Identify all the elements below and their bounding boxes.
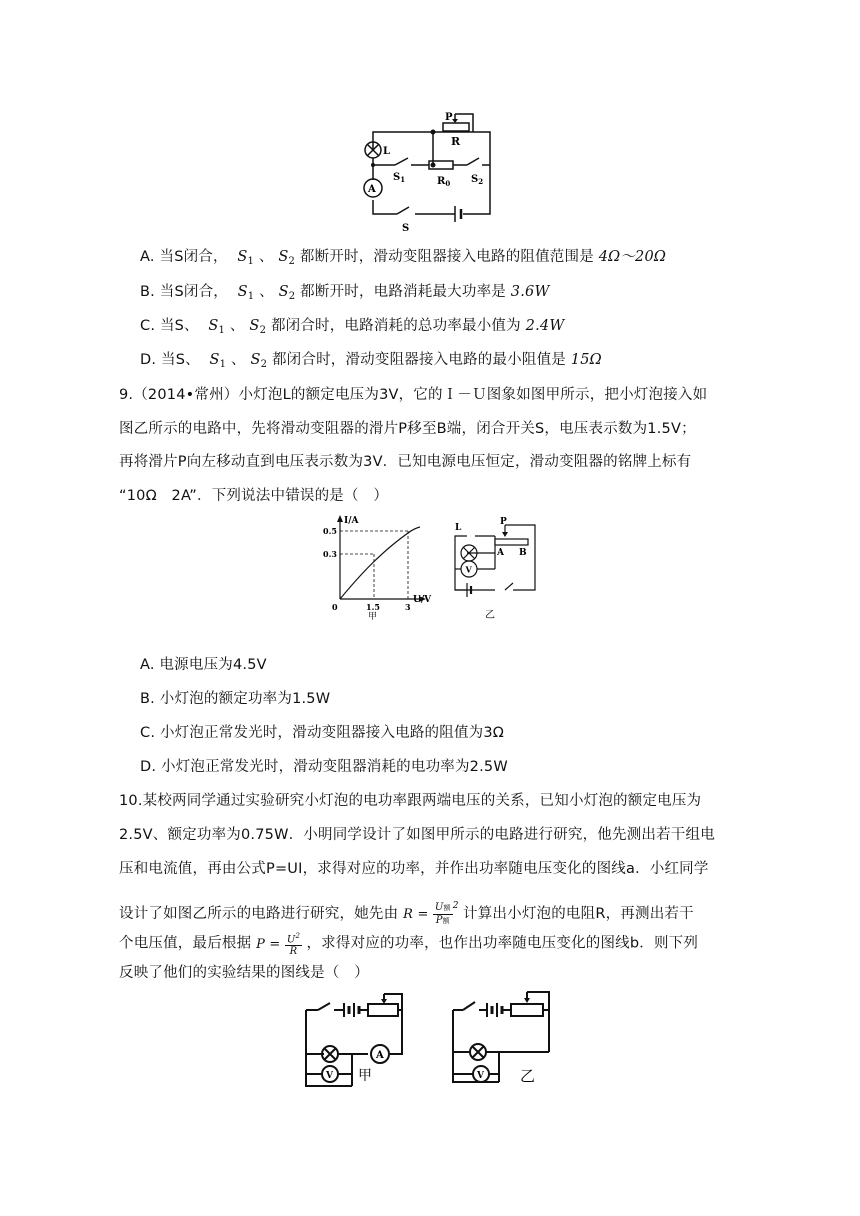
- circuit-caption: 乙: [485, 610, 495, 621]
- q8-option-b[interactable]: B. 当S闭合， $S_1$ 、 $S_2$ 都断开时，电路消耗最大功率是 3.6W: [140, 284, 550, 302]
- circuit-label-P: P: [500, 517, 507, 527]
- q10-stem-line-2: 2.5V、额定功率为0.75W．小明同学设计了如图甲所示的电路进行研究，他先测出若干组电: [119, 827, 715, 843]
- q10-stem-line-3: 压和电流值，再由公式P=UI，求得对应的功率，并作出功率随电压变化的图线a．小红同学: [119, 861, 709, 877]
- graph-xlabel: U/V: [413, 595, 432, 605]
- q9-stem-line-3: 再将滑片P向左移动直到电压表示数为3V．已知电源电压恒定，滑动变阻器的铭牌上标有: [119, 454, 692, 470]
- q10-stem-line-1: 10.某校两同学通过实验研究小灯泡的电功率跟两端电压的关系，已知小灯泡的额定电压为: [119, 793, 702, 809]
- q8-option-c[interactable]: C. 当S、 $S_1$ 、 $S_2$ 都闭合时，电路消耗的总功率最小值为 2.4W: [140, 318, 565, 336]
- label-L: L: [383, 146, 391, 157]
- q9-iu-graph: [320, 513, 438, 621]
- q9-option-a[interactable]: A. 电源电压为4.5V: [140, 657, 267, 673]
- q9-stem-line-4: “10Ω 2A”．下列说法中错误的是（ ）: [119, 488, 389, 504]
- formula-p: P = $\frac{U^2}{R}$: [256, 932, 301, 958]
- graph-xtick-1.5: 1.5: [366, 602, 380, 612]
- q8-circuit-diagram: [355, 110, 500, 235]
- formula-r: R = $\frac{\text{U额}}{\text{P额}}$ $^2$: [403, 901, 459, 926]
- q10-stem-line-6: 反映了他们的实验结果的图线是（ ）: [119, 965, 369, 981]
- label-R: R: [451, 135, 461, 148]
- voltmeter-label: V: [465, 564, 472, 575]
- q9-option-b[interactable]: B. 小灯泡的额定功率为1.5W: [140, 691, 331, 707]
- q10-yi-caption: 乙: [520, 1067, 536, 1085]
- circuit-label-L: L: [455, 523, 462, 533]
- q9-stem-line-1: 9.（2014•常州）小灯泡L的额定电压为3V，它的Ｉ－Ｕ图象如图甲所示，把小灯泡接入如: [119, 387, 708, 403]
- label-S1: $S_1$: [393, 172, 406, 184]
- q8-option-d[interactable]: D. 当S、 $S_1$ 、 $S_2$ 都闭合时，滑动变阻器接入电路的最小阻值是 15Ω: [140, 352, 602, 370]
- q10-stem-line-5: 个电压值，最后根据 P = $\frac{U^2}{R}$ ，求得对应的功率，也作出功率随电压变化的图线b．则下列: [119, 932, 699, 958]
- graph-ytick-0.5: 0.5: [323, 526, 337, 536]
- q10-jia-ammeter-label: A: [376, 1050, 384, 1061]
- circuit-label-B: B: [519, 548, 527, 558]
- q10-jia-voltmeter-label: V: [326, 1071, 333, 1081]
- graph-ylabel: I/A: [344, 516, 359, 526]
- label-R0: $R_0$: [437, 176, 451, 188]
- label-P: P: [445, 112, 453, 123]
- label-S2: $S_2$: [471, 174, 484, 186]
- circuit-label-A: A: [497, 548, 504, 558]
- q10-yi-voltmeter-label: V: [477, 1071, 484, 1081]
- q9-stem-line-2: 图乙所示的电路中，先将滑动变阻器的滑片P移至B端，闭合开关S，电压表示数为1.5V；: [119, 421, 696, 437]
- graph-xtick-0: 0: [332, 602, 338, 612]
- q9-option-d[interactable]: D. 小灯泡正常发光时，滑动变阻器消耗的电功率为2.5W: [140, 759, 508, 775]
- ammeter-label: A: [368, 184, 376, 195]
- graph-ytick-0.3: 0.3: [323, 549, 337, 559]
- q8-option-a[interactable]: A. 当S闭合， $S_1$ 、 $S_2$ 都断开时，滑动变阻器接入电路的阻值范围是 4Ω～20Ω: [140, 249, 667, 267]
- q10-jia-caption: 甲: [358, 1068, 372, 1084]
- label-S: S: [402, 223, 410, 234]
- q10-circuit-jia: [298, 988, 415, 1095]
- q9-option-c[interactable]: C. 小灯泡正常发光时，滑动变阻器接入电路的阻值为3Ω: [140, 725, 505, 741]
- q10-stem-line-4: 设计了如图乙所示的电路进行研究，她先由 R = $\frac{\text{U额}}{\text{P额}}$ $^2$ 计算出小灯泡的电阻R，再测出若干: [119, 901, 694, 926]
- graph-xtick-3: 3: [405, 602, 411, 612]
- q10-circuit-yi: [445, 986, 557, 1094]
- graph-caption: 甲: [368, 612, 378, 621]
- q9-circuit-diagram: [447, 517, 547, 623]
